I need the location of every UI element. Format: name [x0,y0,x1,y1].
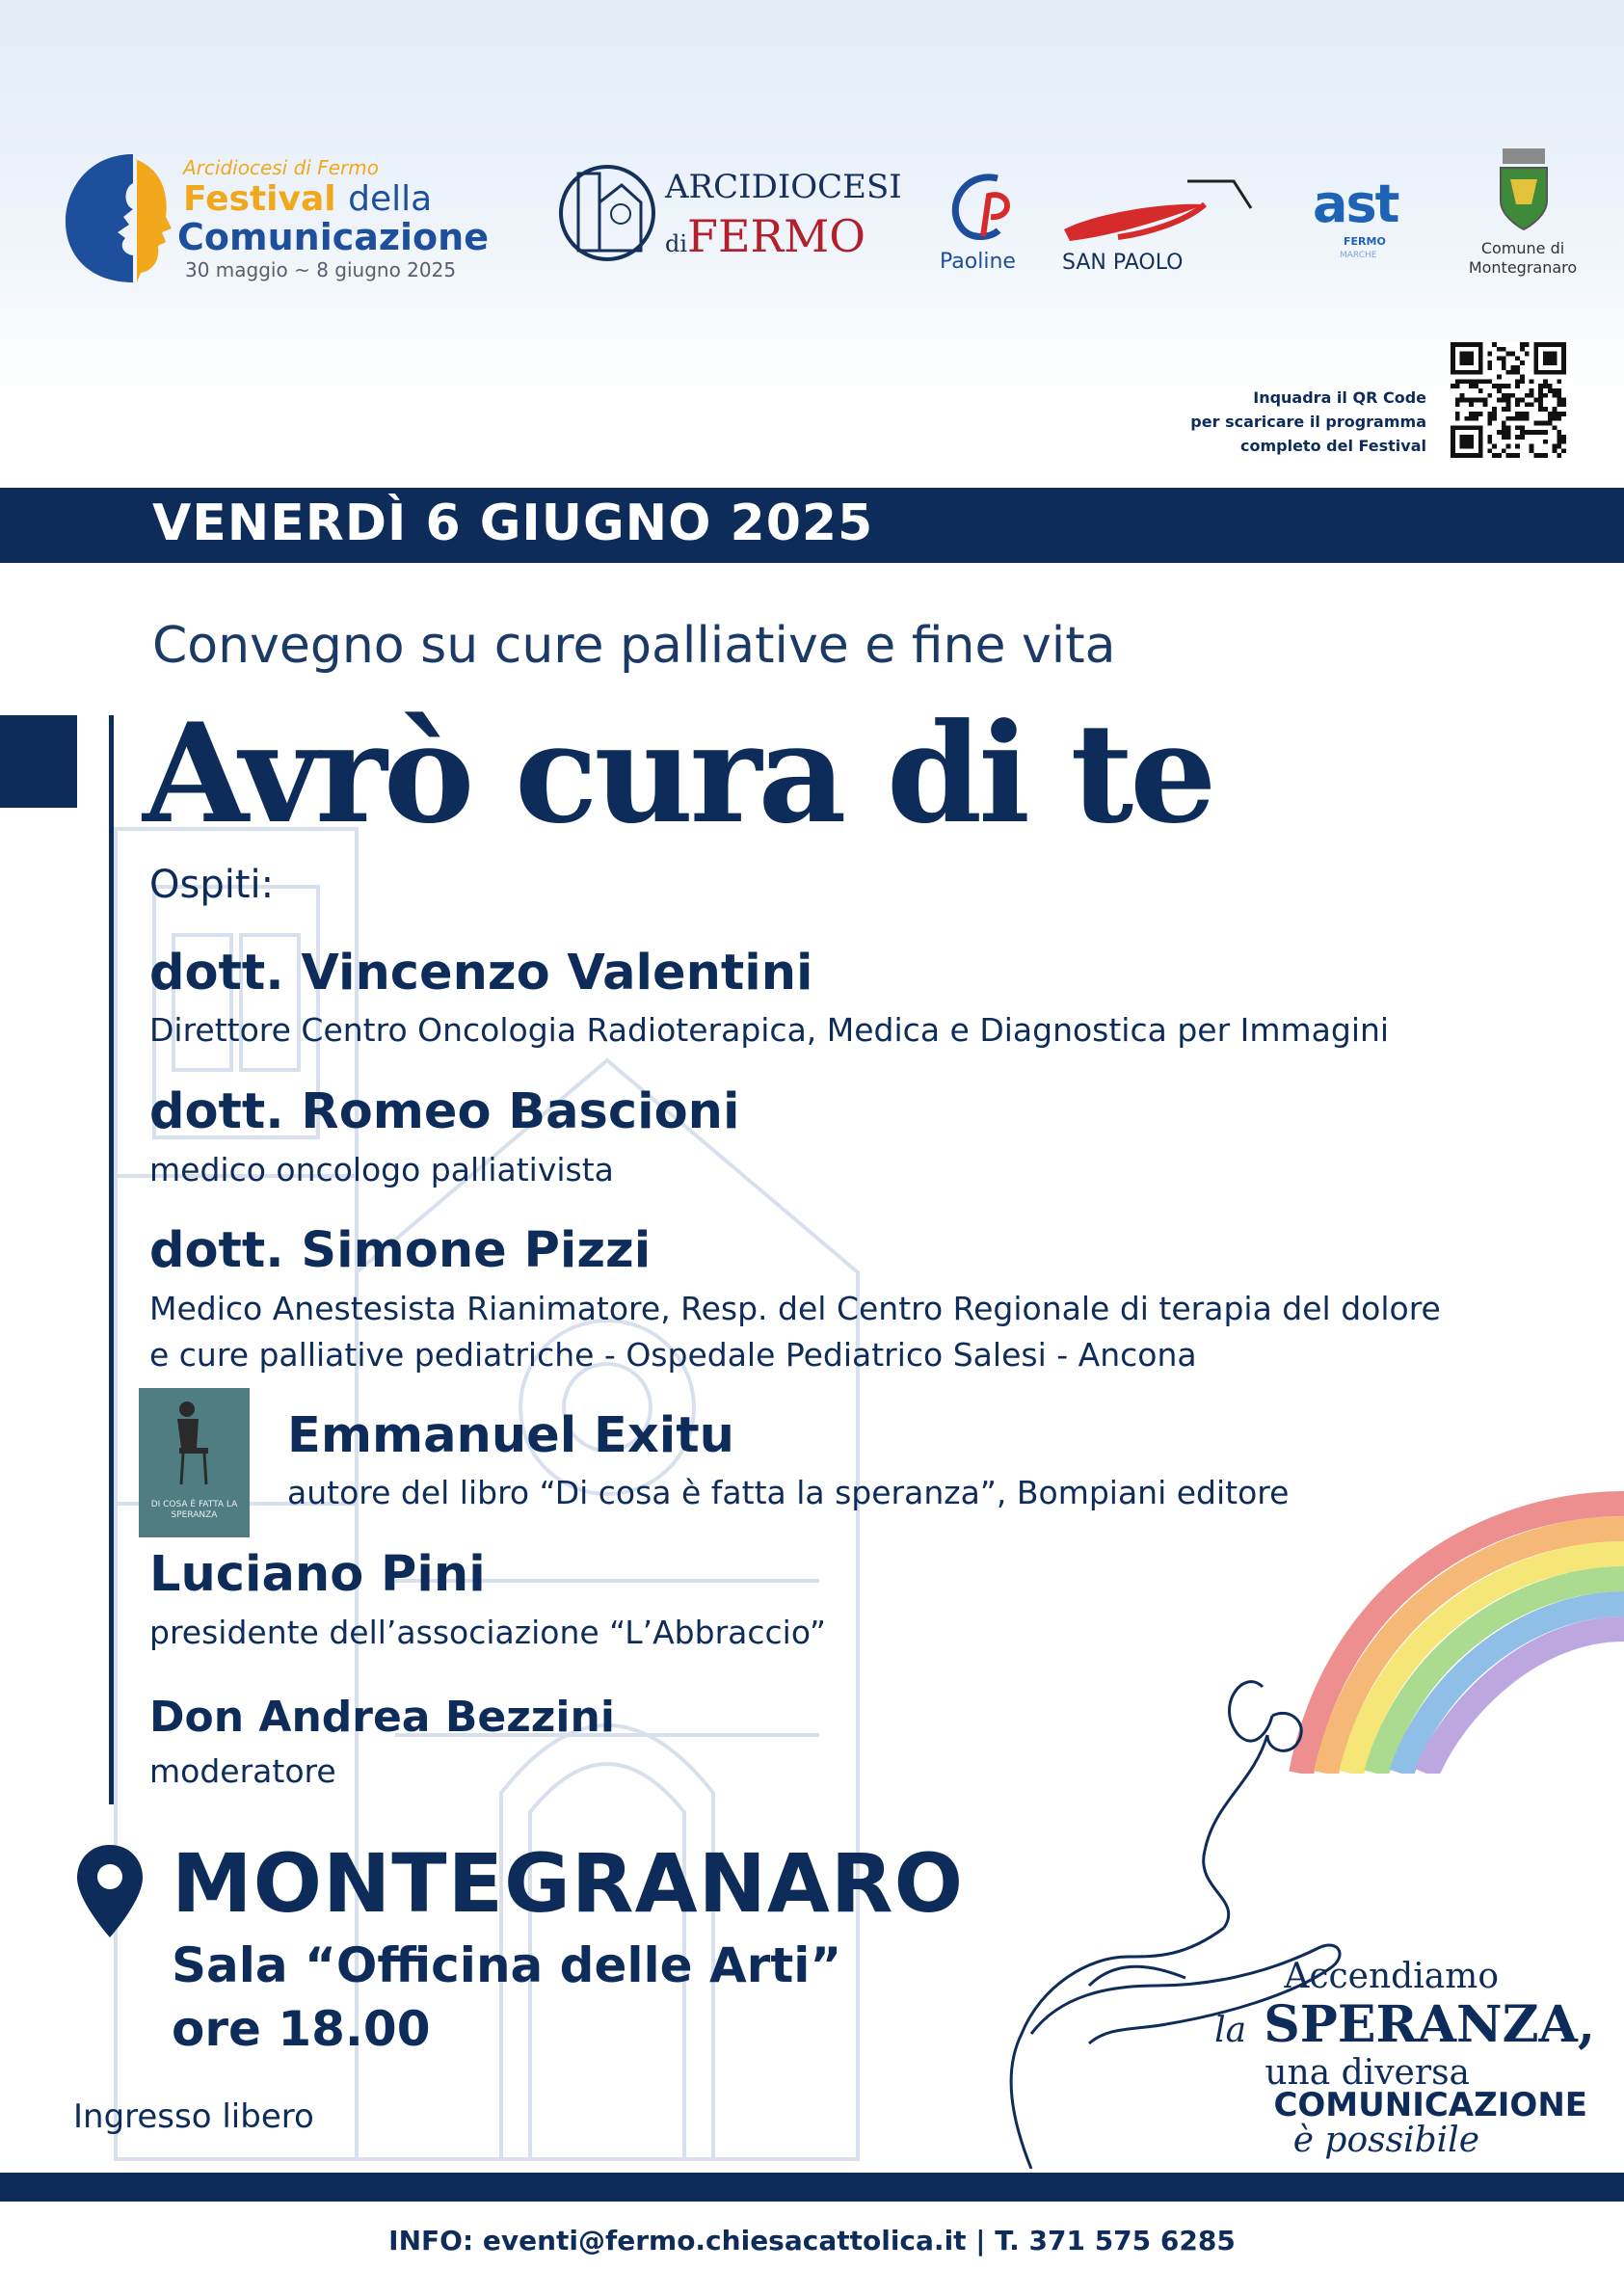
event-subtitle: Convegno su cure palliative e fine vita [152,617,1116,675]
book-figure-icon [139,1388,250,1494]
book-cover [139,1388,250,1537]
sanpaolo-icon [1060,174,1253,251]
guest-name: Luciano Pini [149,1546,486,1603]
guest-name: Emmanuel Exitu [287,1407,734,1464]
contact-info[interactable]: INFO: eventi@fermo.chiesacattolica.it | T. 371 575 6285 [388,2225,1236,2256]
event-city: MONTEGRANARO [172,1836,965,1931]
book-title: DI COSA È FATTA LA SPERANZA [150,1500,238,1520]
festival-small-text: Arcidiocesi di Fermo [183,156,379,179]
slogan-line2: la SPERANZA, [1214,1995,1595,2054]
event-date: VENERDÌ 6 GIUGNO 2025 [152,494,874,552]
sanpaolo-text: SAN PAOLO [1062,251,1184,275]
arcidiocesi-logo [559,154,902,280]
guest-role: autore del libro “Di cosa è fatta la speranza”, Bompiani editore [287,1474,1290,1511]
festival-title: Festival della [183,179,433,219]
qr-instructions: Inquadra il QR Code per scaricare il programma completo del Festival [1190,388,1426,455]
paoline-text: Paoline [940,250,1016,274]
ast-sub2: MARCHE [1340,251,1377,260]
festival-logo [66,145,528,289]
festival-subtitle: Comunicazione [177,216,489,258]
guest-role: medico oncologo palliativista [149,1151,614,1188]
guest-role: presidente dell’associazione “L’Abbraccio” [149,1614,826,1651]
guests-label: Ospiti: [149,863,275,907]
qr-code[interactable] [1451,342,1566,458]
entry-info: Ingresso libero [73,2097,314,2136]
guest-name: dott. Vincenzo Valentini [149,945,813,1001]
accent-line [109,715,114,1804]
footer-band [0,2173,1624,2202]
event-title: Avrò cura di te [143,694,1213,854]
arcidiocesi-title: ARCIDIOCESI [665,168,902,206]
slogan-line1: Accendiamo [1284,1957,1499,1996]
arcidiocesi-city: diFERMO [665,210,865,262]
ast-logo [1311,174,1426,270]
location-pin-icon [75,1843,145,1939]
guest-name: dott. Simone Pizzi [149,1222,652,1279]
festival-face-icon [66,149,172,284]
guest-role: Direttore Centro Oncologia Radioterapica, Medica e Diagnostica per Immagini [149,1011,1390,1049]
paoline-icon [945,169,1022,246]
guest-role: moderatore [149,1752,336,1790]
slogan-line3: una diversa [1265,2053,1470,2093]
slogan-line5: è possibile [1292,2121,1479,2160]
festival-dates: 30 maggio ~ 8 giugno 2025 [185,258,457,281]
ast-text: ast [1313,174,1398,234]
guest-name: Don Andrea Bezzini [149,1693,615,1742]
guest-role: e cure palliative pediatriche - Ospedale Pediatrico Salesi - Ancona [149,1336,1197,1374]
comune-logo [1460,147,1585,281]
guest-name: dott. Romeo Bascioni [149,1083,740,1140]
event-venue: Sala “Officina delle Arti” [172,1937,842,1993]
paoline-logo [940,169,1026,275]
guest-role: Medico Anestesista Rianimatore, Resp. del Centro Regionale di terapia del dolore [149,1290,1441,1327]
coat-of-arms-icon [1497,147,1551,233]
accent-square [0,715,77,808]
cathedral-icon [559,154,655,272]
sanpaolo-logo [1060,174,1253,280]
event-time: ore 18.00 [172,2001,431,2057]
ast-sub: FERMO [1344,235,1386,248]
slogan-line4: COMUNICAZIONE [1273,2086,1587,2124]
comune-text: Comune di Montegranaro [1468,239,1578,277]
